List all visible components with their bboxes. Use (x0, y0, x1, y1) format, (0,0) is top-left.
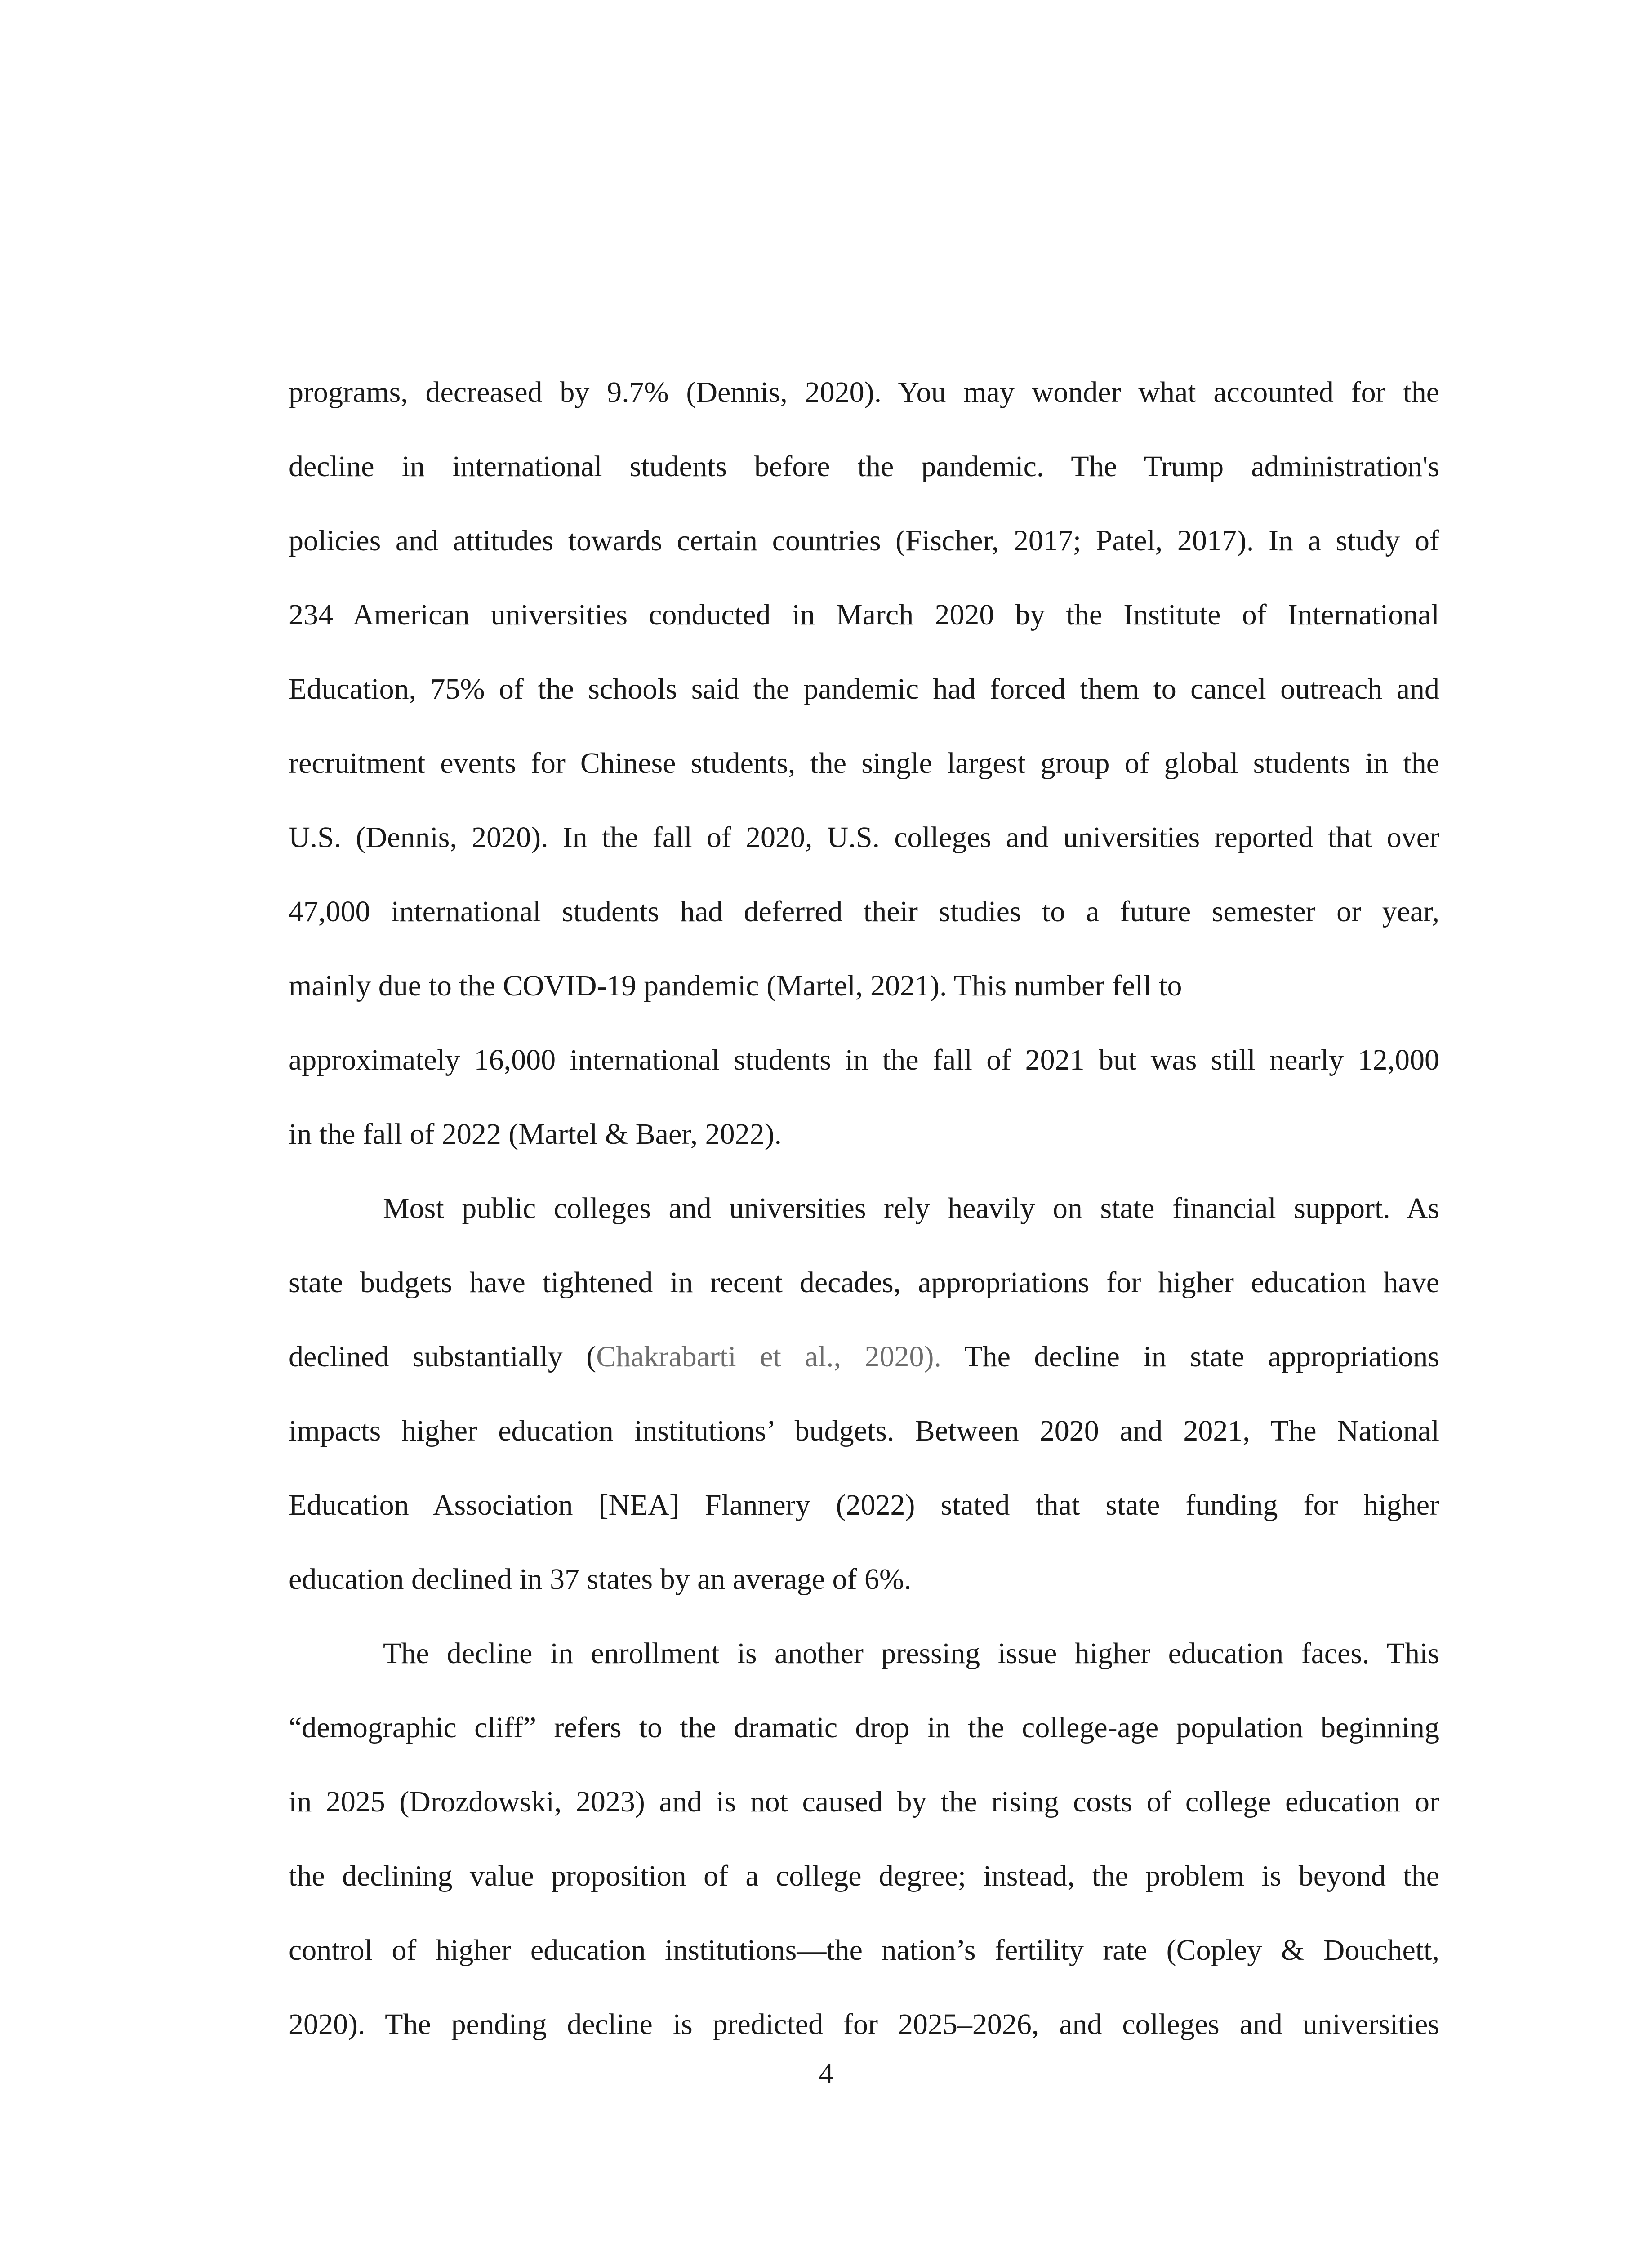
citation-chakrabarti: Chakrabarti et al., 2020). (596, 1340, 941, 1373)
text-line: state budgets have tightened in recent decades, appropriations for higher education have (289, 1266, 1439, 1299)
body-text (289, 355, 1439, 2061)
text-line: in the fall of 2022 (Martel & Baer, 2022). (289, 1118, 782, 1151)
text-line: 47,000 international students had deferred their studies to a future semester or year, (289, 895, 1439, 928)
text-line: decline in international students before the pandemic. The Trump administration's (289, 450, 1439, 483)
paragraph-enrollment-decline (289, 1616, 1439, 2061)
text-line: Education Association [NEA] Flannery (2022) stated that state funding for higher (289, 1489, 1439, 1521)
text-line: impacts higher education institutions’ budgets. Between 2020 and 2021, The National (289, 1414, 1439, 1447)
text-line: approximately 16,000 international students in the fall of 2021 but was still nearly 12,000 (289, 1044, 1439, 1076)
text-line: 2020). The pending decline is predicted for 2025–2026, and colleges and universities (289, 2008, 1439, 2041)
text-line: The decline in enrollment is another pressing issue higher education faces. This (383, 1637, 1439, 1670)
text-line: recruitment events for Chinese students, the single largest group of global students in the (289, 747, 1439, 780)
text-line: the declining value proposition of a college degree; instead, the problem is beyond the (289, 1860, 1439, 1892)
text-line: “demographic cliff” refers to the dramatic drop in the college-age population beginning (289, 1711, 1439, 1744)
text-line: Education, 75% of the schools said the pandemic had forced them to cancel outreach and (289, 673, 1439, 705)
paragraph-international-students (289, 355, 1439, 1171)
text-fragment: The decline in state appropriations (941, 1340, 1439, 1373)
text-line: Most public colleges and universities rely heavily on state financial support. As (383, 1192, 1439, 1225)
text-line: policies and attitudes towards certain countries (Fischer, 2017; Patel, 2017). In a study of (289, 524, 1439, 557)
text-fragment: declined substantially ( (289, 1340, 597, 1373)
text-line: 234 American universities conducted in March 2020 by the Institute of International (289, 598, 1439, 631)
text-line: U.S. (Dennis, 2020). In the fall of 2020, U.S. colleges and universities reported that over (289, 821, 1439, 854)
text-line: control of higher education institutions—the nation’s fertility rate (Copley & Douchett, (289, 1934, 1439, 1967)
text-line: programs, decreased by 9.7% (Dennis, 2020). You may wonder what accounted for the (289, 376, 1439, 409)
paragraph-state-funding (289, 1171, 1439, 1616)
text-line-with-citation (289, 1320, 1439, 1394)
text-line: mainly due to the COVID-19 pandemic (Martel, 2021). This number fell to (289, 969, 1182, 1002)
text-line: education declined in 37 states by an average of 6%. (289, 1563, 912, 1596)
text-line: in 2025 (Drozdowski, 2023) and is not caused by the rising costs of college education or (289, 1785, 1439, 1818)
page-number: 4 (819, 2057, 833, 2090)
